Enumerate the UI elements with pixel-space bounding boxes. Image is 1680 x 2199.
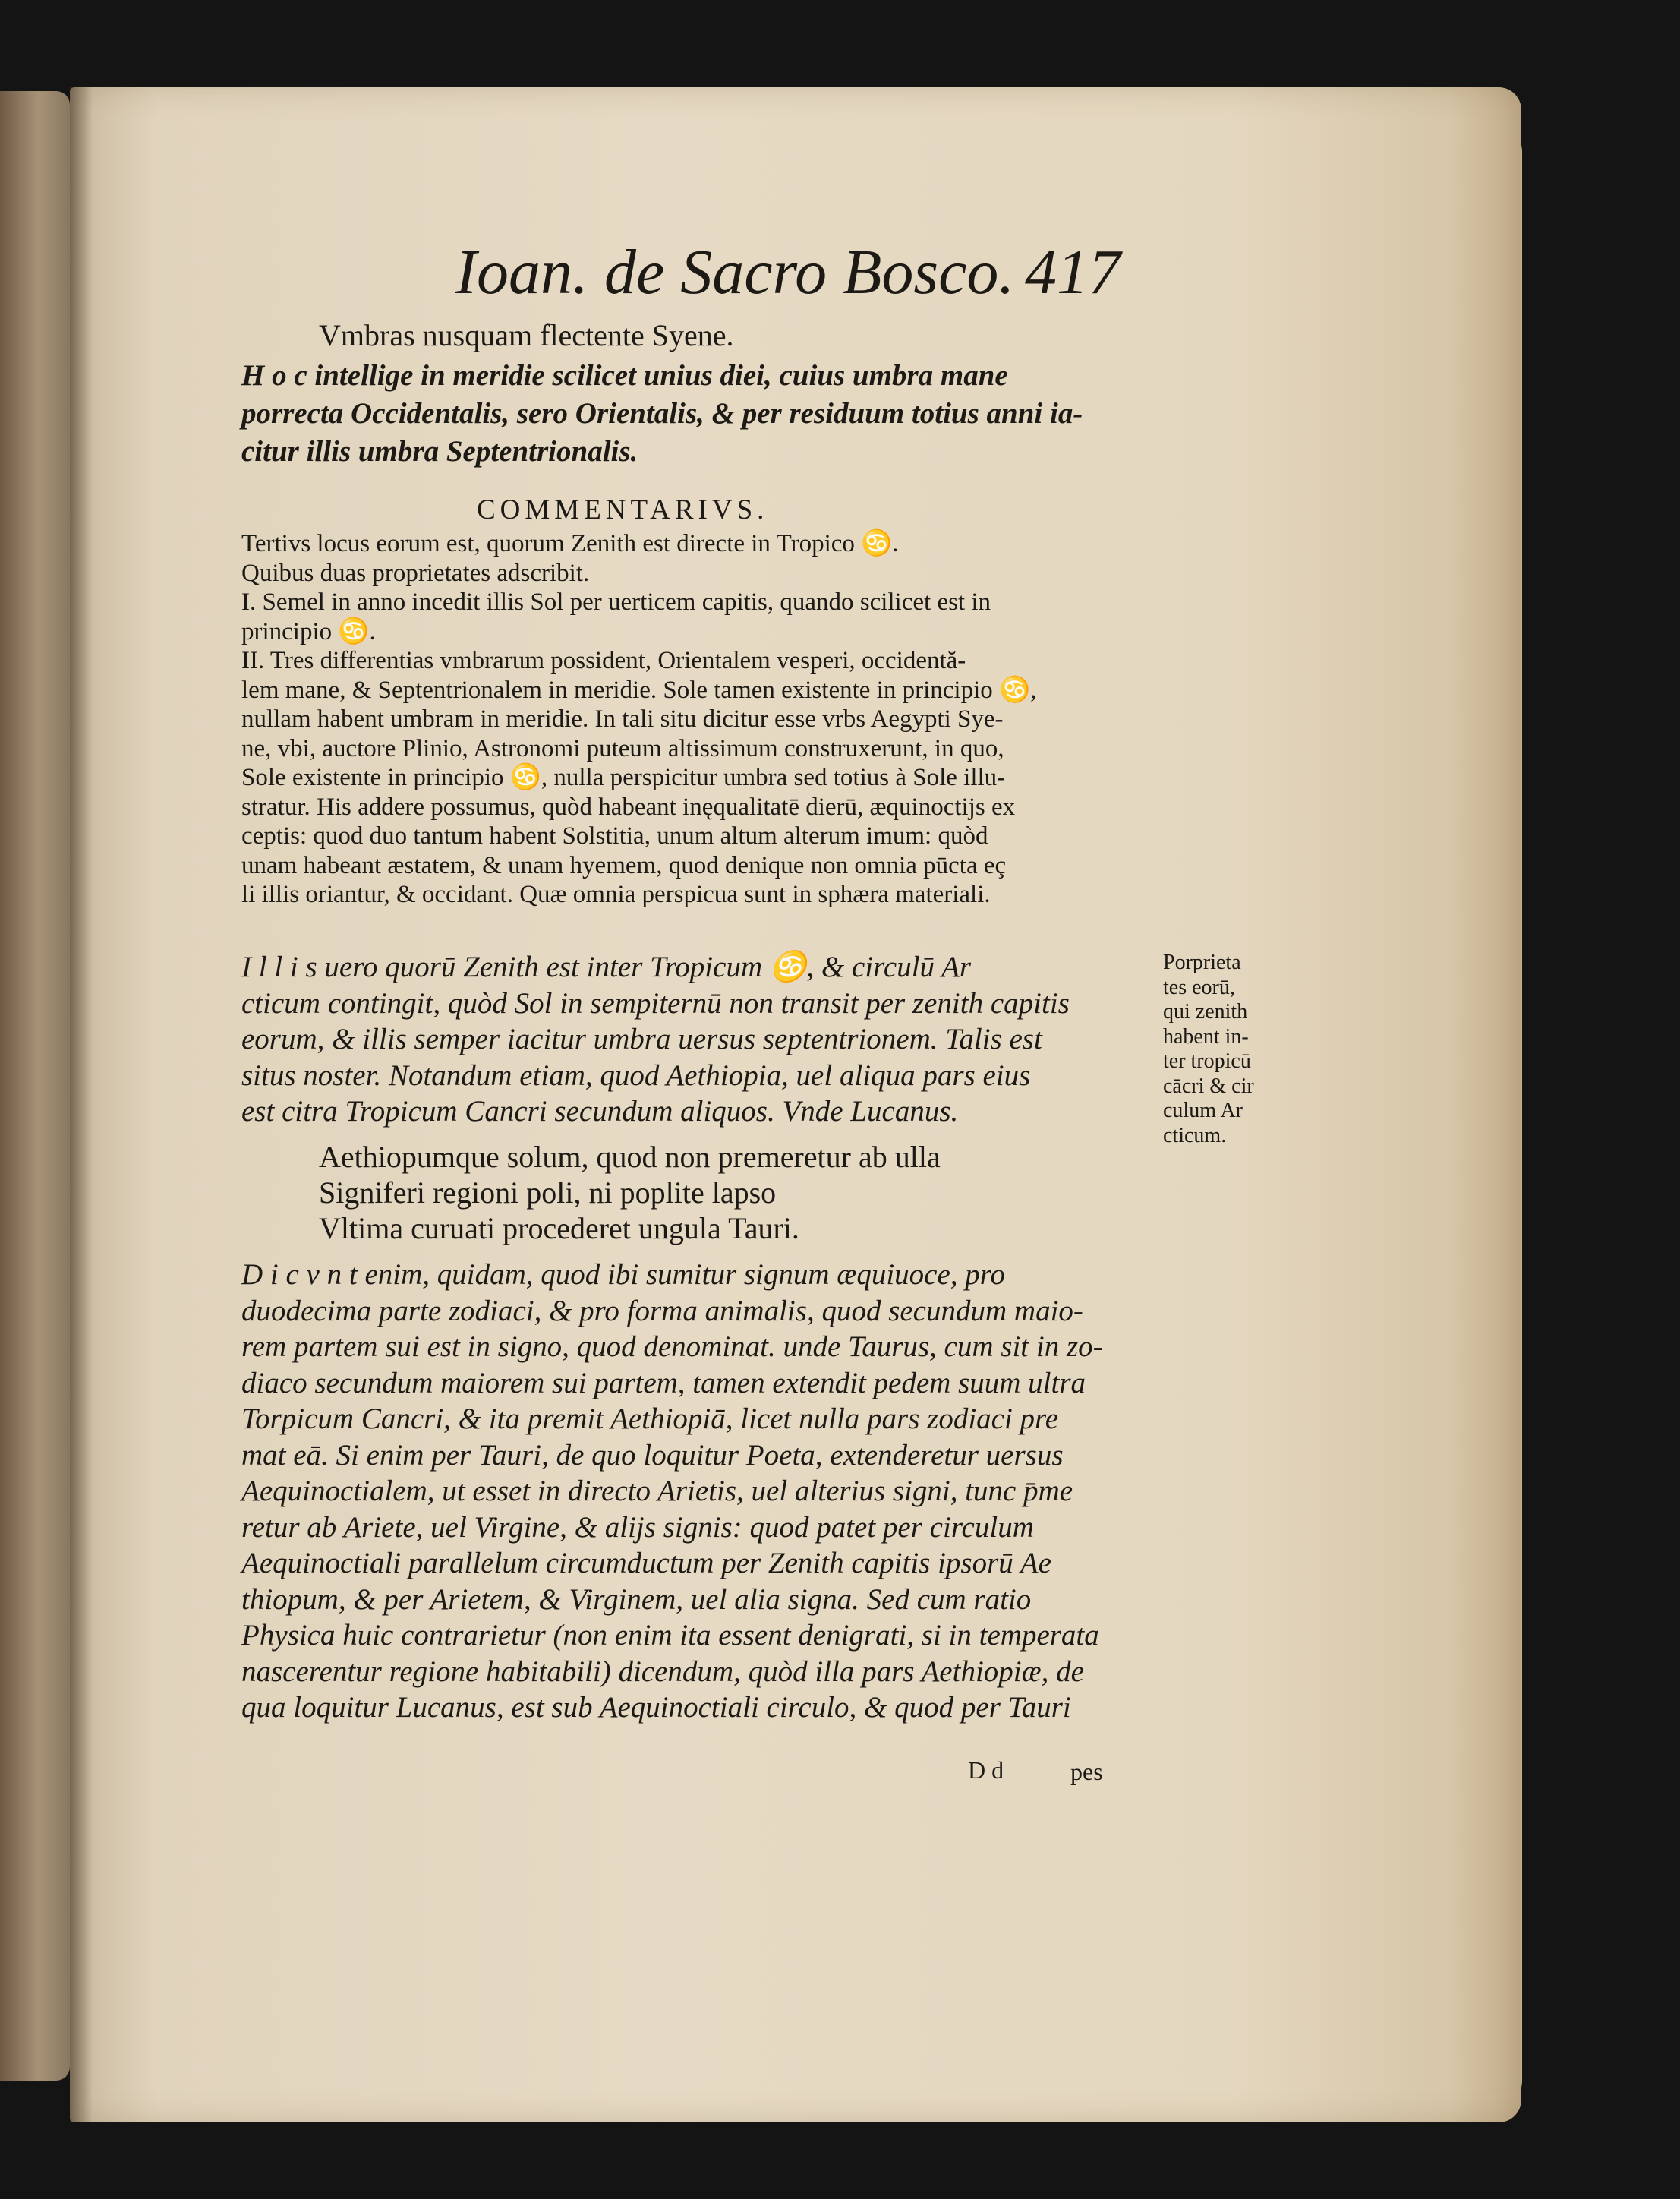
commentary-line: ne, vbi, auctore Plinio, Astronomi puteum altissimum construxerunt, in quo, [241,734,1004,762]
commentary-line: stratur. His addere possumus, quòd habeant inęqualitatē dierū, æquinoctijs ex [241,793,1016,821]
commentary-line: Quibus duas proprietates adscribit. [241,559,590,587]
page-number: 417 [1025,237,1121,308]
paragraph-line: mat eā. Si enim per Tauri, de quo loquitur Poeta, extenderetur uersus [241,1438,1064,1472]
paragraph-line: duodecima parte zodiaci, & pro forma animalis, quod secundum maio- [241,1294,1083,1327]
paragraph-line: Physica huic contrarietur (non enim ita essent denigrati, si in temperata [241,1619,1099,1652]
top-verse [319,317,1230,353]
paragraph-line: nascerentur regione habitabili) dicendum, quòd illa pars Aethiopiæ, de [241,1655,1084,1688]
paragraph-line: porrecta Occidentalis, sero Orientalis, & per residuum totius anni ia- [241,397,1083,430]
paragraph-line: situs noster. Notandum etiam, quod Aethiopia, uel aliqua pars eius [241,1058,1031,1092]
margin-note [1163,951,1300,1148]
paragraph-line: eorum, & illis semper iacitur umbra uersus septentrionem. Talis est [241,1023,1042,1055]
paragraph-line: qua loquitur Lucanus, est sub Aequinoctiali circulo, & quod per Tauri [241,1691,1071,1724]
paragraph-line: cticum contingit, quòd Sol in sempiternū non transit per zenith capitis [241,986,1070,1020]
commentary-line: principio ♋. [241,617,376,645]
paragraph-line: D i c v n t enim, quidam, quod ibi sumitur signum æquiuoce, pro [241,1258,1006,1291]
dicunt-paragraph [241,1257,1152,1726]
commentary-line: nullam habent umbram in meridie. In tali situ dicitur esse vrbs Aegypti Sye- [241,705,1004,733]
paragraph-line: est citra Tropicum Cancri secundum aliquos. Vnde Lucanus. [241,1095,959,1128]
commentary-heading: COMMENTARIVS. [477,494,769,525]
paragraph-line: citur illis umbra Septentrionalis. [241,435,638,468]
catchword: pes [1070,1758,1103,1785]
commentary-line: lem mane, & Septentrionalem in meridie. Sole tamen existente in principio ♋, [241,676,1037,704]
facing-page-edge [0,91,70,2081]
margin-note-line: habent in- [1163,1024,1249,1049]
commentary-line: unam habeant æstatem, & unam hyemem, quod denique non omnia pūcta eç [241,851,1007,879]
gutter-shadow [70,87,93,2122]
running-header [455,235,1139,311]
paragraph-line: diaco secundum maiorem sui partem, tamen extendit pedem suum ultra [241,1366,1086,1399]
signature-mark: D d [968,1756,1004,1784]
verse-line: Vmbras nusquam flectente Syene. [319,318,734,352]
commentary-line: Sole existente in principio ♋, nulla perspicitur umbra sed totius à Sole illu- [241,764,1006,791]
margin-note-line: Porprieta [1163,951,1241,974]
margin-note-line: cticum. [1163,1123,1227,1147]
commentary-line: li illis oriantur, & occidant. Quæ omnia perspicua sunt in sphæra materiali. [241,881,991,908]
paragraph-line: rem partem sui est in signo, quod denominat. unde Taurus, cum sit in zo- [241,1330,1103,1363]
margin-note-line: qui zenith [1163,1000,1248,1024]
paragraph-line: Aequinoctialem, ut esset in directo Arietis, uel alterius signi, tunc p̄me [241,1475,1073,1507]
paragraph-line: Aequinoctiali parallelum circumductum per Zenith capitis ipsorū Ae [241,1547,1051,1579]
paragraph-line: H o c intellige in meridie scilicet unius diei, cuius umbra mane [241,359,1008,392]
paragraph-line: retur ab Ariete, uel Virgine, & alijs signis: quod patet per circulum [241,1510,1034,1544]
verse-line: Signiferi regioni poli, ni poplite lapso [319,1175,777,1210]
paragraph-line: I l l i s uero quorū Zenith est inter Tropicum ♋, & circulū Ar [241,951,972,983]
commentary-text [241,529,1152,910]
lucan-verse [319,1139,1230,1246]
verse-line: Vltima curuati procederet ungula Tauri. [319,1211,799,1245]
running-title: Ioan. de Sacro Bosco. [455,237,1015,308]
verse-line: Aethiopumque solum, quod non premeretur ab ulla [319,1140,941,1174]
margin-note-line: ter tropicū [1163,1049,1251,1073]
commentary-line: II. Tres differentias vmbrarum possident, Orientalem vesperi, occidentă- [241,647,966,674]
paragraph-line: thiopum, & per Arietem, & Virginem, uel alia signa. Sed cum ratio [241,1582,1032,1616]
margin-note-line: tes eorū, [1163,975,1235,999]
commentary-line: I. Semel in anno incedit illis Sol per uerticem capitis, quando scilicet est in [241,588,991,616]
commentary-line: ceptis: quod duo tantum habent Solstitia, unum altum alterum imum: quòd [241,822,988,850]
commentary-line: Tertivs locus eorum est, quorum Zenith est directe in Tropico ♋. [241,530,899,557]
margin-note-line: culum Ar [1163,1099,1243,1122]
paragraph-line: Torpicum Cancri, & ita premit Aethiopiā, licet nulla pars zodiaci pre [241,1402,1059,1435]
margin-note-line: cācri & cir [1163,1074,1254,1098]
bold-paragraph [241,357,1152,471]
illis-paragraph [241,949,1152,1130]
